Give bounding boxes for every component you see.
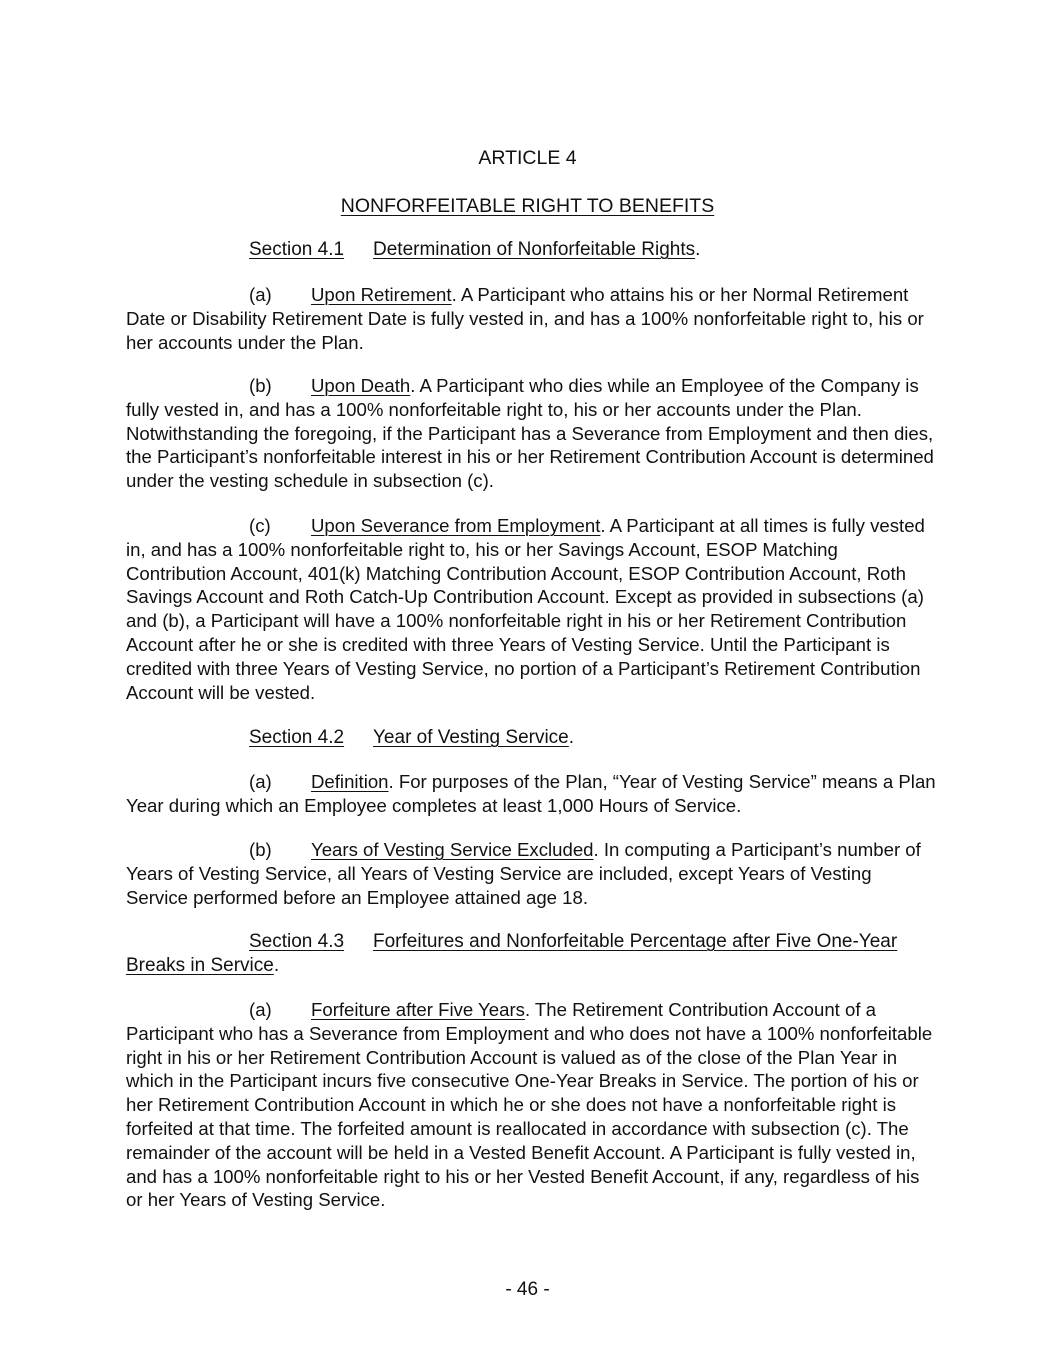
- paragraph-text: . A Participant who dies while an Employee of the Company is fully vested in, and has a 100% nonforfeitable right to, his or her accounts under the Plan. Notwithstanding the foregoing, if the Participant has a Severance from Employment and then dies, the Participant’s nonforfeitable interest in his or her Retirement Contribution Account is determined under the vesting schedule in subsection (c).: [126, 375, 934, 492]
- paragraph-label: (a): [249, 999, 272, 1020]
- section-suffix: .: [273, 955, 280, 976]
- paragraph-label: (b): [249, 375, 272, 396]
- paragraph-label: (a): [249, 771, 272, 792]
- section-title: Determination of Nonforfeitable Rights: [373, 239, 696, 260]
- section-title: Year of Vesting Service: [373, 727, 569, 748]
- paragraph-4-1-a: [126, 283, 936, 354]
- paragraph-4-1-b: [126, 374, 936, 493]
- paragraph-4-1-c: [126, 514, 936, 704]
- section-4-3-heading: [126, 930, 926, 978]
- paragraph-title: Upon Severance from Employment: [311, 515, 601, 536]
- paragraph-text: . A Participant at all times is fully vested in, and has a 100% nonforfeitable right to, his or her Savings Account, ESOP Matching Contribution Account, 401(k) Matching Contribution Account, ESOP Contribution Account, Roth Savings Account and Roth Catch-Up Contribution Account. Except as provided in subsections (a) and (b), a Participant will have a 100% nonforfeitable right in his or her Retirement Contribution Account after he or she is credited with three Years of Vesting Service. Until the Participant is credited with three Years of Vesting Service, no portion of a Participant’s Retirement Contribution Account will be vested.: [126, 515, 925, 703]
- paragraph-4-2-a: [126, 770, 936, 818]
- section-4-1-heading: [126, 238, 926, 262]
- paragraph-title: Upon Death: [311, 375, 411, 396]
- section-number: Section 4.3: [249, 931, 345, 952]
- paragraph-label: (b): [249, 839, 272, 860]
- article-heading: NONFORFEITABLE RIGHT TO BENEFITS: [340, 195, 715, 217]
- paragraph-title: Definition: [311, 771, 389, 792]
- section-suffix: .: [695, 239, 701, 260]
- paragraph-title: Upon Retirement: [311, 284, 452, 305]
- section-suffix: .: [568, 727, 575, 748]
- article-title: ARTICLE 4: [478, 147, 577, 169]
- paragraph-label: (c): [249, 515, 271, 536]
- section-4-2-heading: [126, 726, 926, 750]
- section-number: Section 4.1: [249, 239, 345, 260]
- paragraph-text: . A Participant who attains his or her Normal Retirement Date or Disability Retirement Date is fully vested in, and has a 100% nonforfeitable right to, his or her accounts under the Plan.: [126, 284, 924, 353]
- section-number: Section 4.2: [249, 727, 345, 748]
- paragraph-title: Years of Vesting Service Excluded: [311, 839, 594, 860]
- paragraph-text: . The Retirement Contribution Account of a Participant who has a Severance from Employment and who does not have a 100% nonforfeitable right in his or her Retirement Contribution Account is valued as of the close of the Plan Year in which in the Participant incurs five consecutive One-Year Breaks in Service. The portion of his or her Retirement Contribution Account in which he or she does not have a nonforfeitable right is forfeited at that time. The forfeited amount is reallocated in accordance with subsection (c). The remainder of the account will be held in a Vested Benefit Account. A Participant is fully vested in, and has a 100% nonforfeitable right to his or her Vested Benefit Account, if any, regardless of his or her Years of Vesting Service.: [126, 999, 933, 1211]
- paragraph-label: (a): [249, 284, 272, 305]
- paragraph-text: . In computing a Participant’s number of Years of Vesting Service, all Years of Vesting Service are included, except Years of Vesting Service performed before an Employee attained age 18.: [126, 839, 921, 908]
- section-title: Forfeitures and Nonforfeitable Percentage after Five One-Year Breaks in Service: [126, 931, 898, 976]
- paragraph-4-3-a: [126, 998, 936, 1212]
- page-number: - 46 -: [505, 1279, 550, 1300]
- paragraph-4-2-b: [126, 838, 936, 909]
- paragraph-text: . For purposes of the Plan, “Year of Vesting Service” means a Plan Year during which an Employee completes at least 1,000 Hours of Service.: [126, 771, 936, 816]
- paragraph-title: Forfeiture after Five Years: [311, 999, 525, 1020]
